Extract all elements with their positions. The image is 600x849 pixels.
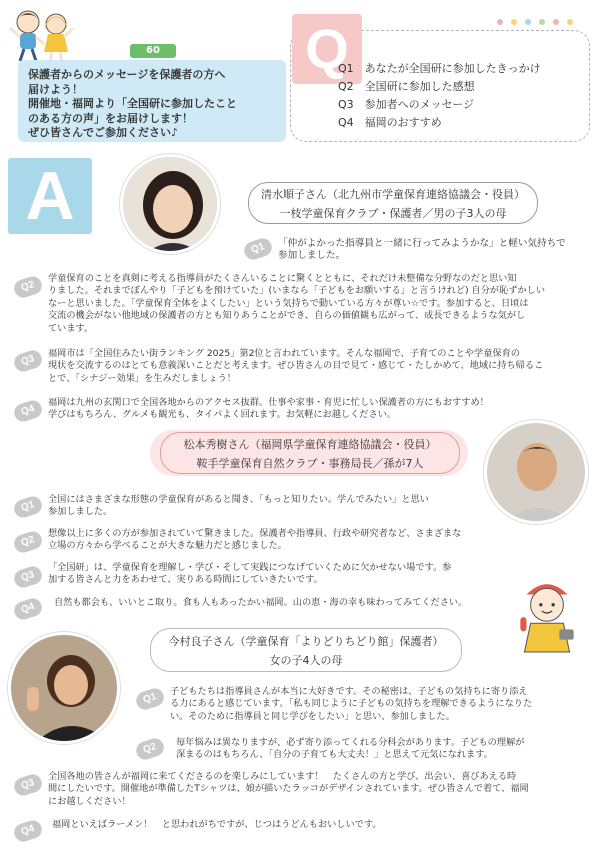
q3-badge: Q3: [12, 348, 44, 374]
question-item: Q1 あなたが全国研に参加したきっかけ: [338, 62, 541, 75]
person-name: 清水順子さん（北九州市学童保育連絡協議会・役員）: [261, 188, 525, 201]
anniversary-badge: 60: [130, 44, 176, 58]
answer-line: 想像以上に多くの方が参加されていて驚きました。保護者や指導員、行政や研究者など、さまざまな: [48, 528, 462, 539]
intro-line: 開催地・福岡より「全国研に参加したこと: [28, 97, 237, 110]
portrait-image: [11, 635, 120, 744]
answer-q3: [48, 562, 538, 587]
answer-q1: [170, 686, 598, 723]
q1-badge: Q1: [12, 494, 44, 520]
q2-badge: Q2: [12, 274, 44, 300]
person-name: 松本秀樹さん（福岡県学童保育連絡協議会・役員）: [183, 438, 437, 451]
answer-line: 自然も都会も、いいとこ取り。食も人もあったかい福岡。山の恵・海の幸も味わってみてください。: [54, 597, 468, 608]
answer-line: 深まるのはもちろん、「自分の子育ても大丈夫！」と思えて元気になれます。: [176, 749, 493, 761]
intro-line: 届けよう！: [28, 82, 83, 96]
q1-badge: Q1: [242, 236, 274, 262]
q4-badge: Q4: [12, 596, 44, 622]
answer-line: 立場の方々から学べることが大きな魅力だと感じました。: [48, 540, 287, 552]
answer-line: ています。: [48, 322, 94, 334]
answer-q3: [48, 771, 596, 808]
question-item: Q2 全国研に参加した感想: [338, 80, 475, 93]
answer-q3: [48, 348, 596, 385]
a-letter-heading: A: [8, 158, 92, 234]
answer-line: 参加しました。: [48, 506, 113, 518]
intro-line: 保護者からのメッセージを保護者の方へ: [28, 68, 226, 81]
answer-q1: [278, 238, 594, 263]
q1-badge: Q1: [134, 686, 166, 712]
answer-line: 福岡といえばラーメン！ と思われがちですが、じつはうどんもおいしいです。: [52, 819, 382, 830]
answer-line: にお越しください！: [48, 795, 131, 807]
answer-line: 学童保育のことを真剣に考える指導員がたくさんいることに驚くとともに、それだけ未整備な分野なのだと思い知: [48, 273, 517, 284]
intro-message: [18, 60, 286, 142]
person-role: 一枝学童保育クラブ・保護者／男の子3人の母: [279, 207, 507, 220]
q3-badge: Q3: [12, 564, 44, 590]
answer-line: 参加しました。: [278, 250, 346, 262]
answer-line: 全国各地の皆さんが福岡に来てくださるのを楽しみにしています！ たくさんの方と学び、出会い、喜びあえる時: [48, 771, 517, 782]
answer-line: い。そのために指導員と同じ学びをしたい」と思い、参加しました。: [170, 710, 455, 722]
question-item: Q3 参加者へのメッセージ: [338, 98, 474, 111]
answer-q4: [54, 597, 514, 609]
q4-badge: Q4: [12, 818, 44, 844]
answer-line: 現状を交流するのはとても意義深いことだと考えます。ぜひ皆さんの目で見て・感じて・たしかめて、地域に持ち帰るこ: [48, 360, 544, 372]
answer-line: 子どもたちは指導員さんが本当に大好きです。その秘密は、子どもの気持ちに寄り添え: [170, 686, 528, 697]
answer-q2: [176, 737, 596, 762]
person-role: 鞍手学童保育自然クラブ・事務局長／孫が7人: [196, 457, 424, 470]
answer-line: 全国にはさまざまな形態の学童保育があると聞き、「もっと知りたい。学んでみたい」と思い: [48, 494, 429, 505]
answer-line: 交流の機会がない他地域の保護者の方とも知りあうことができ、自らの価値観も広がって、成長できるような気がし: [48, 310, 526, 322]
avatar-imamura: [8, 632, 120, 744]
answer-line: 毎年悩みは異なりますが、必ず寄り添ってくれる分科会があります。子どもの理解が: [176, 737, 525, 748]
answer-line: 学びはもちろん、グルメも観光も、タイパよく回れます。お気軽にお越しください。: [48, 409, 397, 421]
dots-decoration: [494, 14, 574, 30]
q2-badge: Q2: [12, 529, 44, 555]
answer-line: 福岡は九州の玄関口で全国各地からのアクセス抜群。仕事や家事・育児に忙しい保護者の方にもおすすめ！: [48, 397, 489, 408]
answer-q4: [52, 819, 592, 831]
answer-line: りました。それまでぼんやり「子どもを預けていた」(いまなら「子どもをお願いする」と言うけれど) 自分が恥ずかしい: [48, 285, 546, 297]
answer-q1: [48, 494, 484, 519]
answer-line: 「仲がよかった指導員と一緒に行ってみようかな」と軽い気持ちで: [278, 238, 566, 249]
children-illustration: [6, 6, 76, 64]
answer-line: 福岡市は「全国住みたい街ランキング 2025」第2位と言われています。そんな福岡で、子育てのことや学童保育の: [48, 348, 520, 359]
answer-line: 「全国研」は、学童保育を理解し・学び・そして実践につなげていくために欠かせない場です。参: [48, 562, 452, 573]
name-shimizu: [248, 182, 538, 224]
answer-line: 加する皆さんと力をあわせて、実りある時間にしていきたいです。: [48, 574, 323, 586]
q2-badge: Q2: [134, 736, 166, 762]
answer-q2: [48, 528, 548, 553]
name-matsumoto: [160, 432, 460, 474]
person-name: 今村良子さん（学童保育「よりどりちどり館」保護者）: [168, 635, 444, 648]
answer-line: なーと思いました。「学童保育全体をよくしたい」という気持ちで動いている方々が尊い☆です。参加すると、日頃は: [48, 297, 529, 309]
question-list: [338, 60, 578, 132]
answer-q2: [48, 273, 596, 335]
intro-line: のある方の声」をお届けします！: [28, 111, 193, 125]
q3-badge: Q3: [12, 772, 44, 798]
answer-q4: [48, 397, 596, 422]
portrait-image: [123, 157, 220, 254]
answer-line: る力にあると感じています。「私も同じように子どもの気持ちを理解できるようになりた: [170, 698, 533, 710]
portrait-image: [487, 423, 588, 524]
intro-line: ぜひ皆さんでご参加ください♪: [28, 126, 179, 139]
q-letter-heading: Q: [292, 14, 362, 84]
answer-line: 間にしたいです。開催地が準備したTシャツは、娘が描いたラッコがデザインされています。ぜひ皆さんで着て、福岡: [48, 783, 529, 795]
question-item: Q4 福岡のおすすめ: [338, 116, 442, 129]
answer-line: とで、「シナジー効果」を生みだしましょう！: [48, 372, 236, 384]
avatar-shimizu: [120, 154, 220, 254]
avatar-matsumoto: [484, 420, 588, 524]
child-with-microphone-illustration: [506, 572, 588, 654]
person-role: 女の子4人の母: [269, 654, 343, 667]
q4-badge: Q4: [12, 398, 44, 424]
name-imamura: [150, 628, 462, 672]
